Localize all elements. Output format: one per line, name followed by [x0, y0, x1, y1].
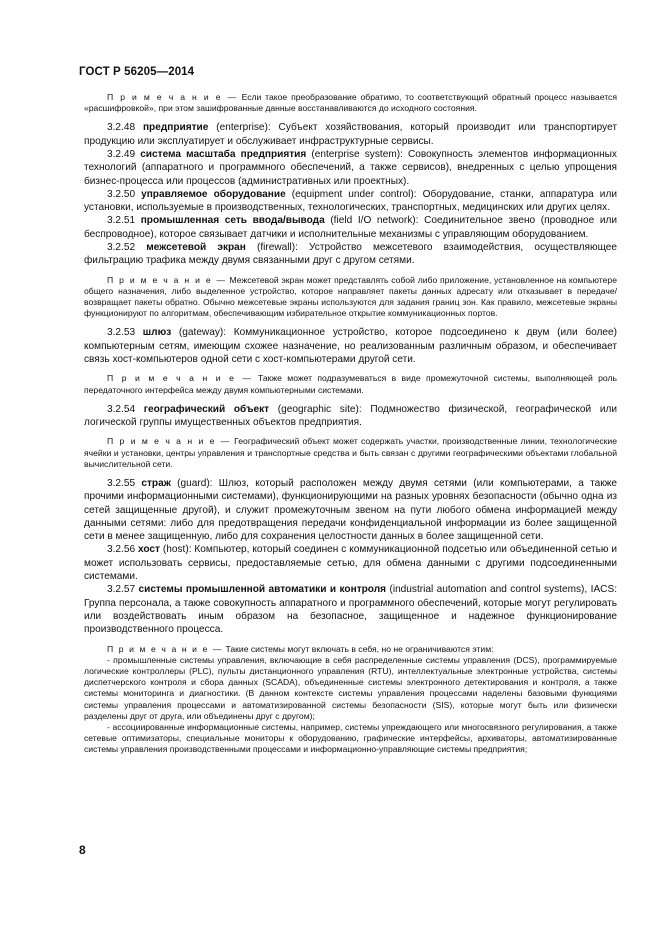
standard-header: ГОСТ Р 56205—2014	[79, 66, 195, 78]
term-name: предприятие	[142, 122, 209, 134]
note-label: П р и м е ч а н и е —	[107, 436, 231, 447]
term-number: 3.2.48	[107, 122, 143, 134]
term-definition-text: (geographic site): Подмножество физической, географической или логической группы имущественных объектов предприятия.	[84, 403, 617, 429]
note-text: Географический объект может содержать участки, производственные линии, технологические ячейки и установки, центры управления и транспортные средства и быть связан с другими географическими объектами глобальной вычислительной сети.	[84, 436, 617, 469]
note-text: - ассоциированные информационные системы, например, системы упреждающего или многосвязного регулирования, а также сетевые оптимизаторы, специальные мониторы к оборудованию, графические интерфейсы, архиваторы, автоматизированные системы управления производственными процессами и информационно-управляющие системы предприятия;	[84, 721, 617, 755]
term-definition-text: (enterprise): Субъект хозяйствования, который производит или транспортирует продукцию или эксплуатирует и обслуживает инфраструктурные сервисы.	[84, 122, 617, 147]
term-number: 3.2.57	[107, 584, 139, 596]
note-text: Такие системы могут включать в себя, но не ограничиваются этим:	[223, 643, 494, 654]
note-text: Также может подразумеваться в виде промежуточной системы, выполняющей роль передаточного интерфейса между двумя компьютерными системами.	[84, 373, 617, 395]
term-number: 3.2.51	[107, 215, 141, 227]
term-definition	[84, 543, 617, 583]
term-definition	[84, 326, 617, 366]
term-definition	[84, 477, 617, 543]
term-definition	[84, 188, 617, 215]
term-name: межсетевой экран	[146, 242, 246, 254]
term-definition	[84, 403, 617, 430]
term-definition	[84, 214, 617, 241]
term-name: система масштаба предприятия	[140, 149, 307, 160]
note-text: - промышленные системы управления, включающие в себя распределенные системы управления (DCS), программируемые логические контроллеры (PLC), пульты дистанционного управления (RTU), интеллектуальные электронные устройства, системы диспетчерского контроля и сбора данных (SCADA), объединенные системы электронного детектирования и контроля, а также системы мониторинга и диагностики. (В данном контексте системы управления процессами наделены базовыми функциями системы управления процессами и автоматизированной системы безопасности (SIS), которые могут быть или физически разделены друг от друга, или объединены друг с другом);	[84, 654, 617, 721]
term-name: системы промышленной автоматики и контроля	[138, 584, 387, 596]
term-number: 3.2.52	[107, 242, 147, 254]
note-paragraph	[84, 436, 617, 470]
note-text: Межсетевой экран может представлять собой либо приложение, установленное на компьютере общего назначения, либо выделенное устройство, которое направляет пакеты данных адресату или отказывает в передаче/возвращает пакеты обратно. Обычно межсетевые экраны используются для задания границ зон. Как правило, межсетевые экраны функционируют по алгоритмам, обеспечивающим избирательное открытие коммуникационных портов.	[84, 274, 617, 319]
term-definition-text: (industrial automation and control systems), IACS: Группа персонала, а также совокупность аппаратного и программного обеспечений, которые могут регулировать или воздействовать иным образом на безопасное, защищенное и надежное функционирование производственного процесса.	[84, 584, 618, 636]
term-name: шлюз	[142, 327, 172, 339]
term-number: 3.2.56	[107, 544, 138, 556]
term-definition-text: (guard): Шлюз, который расположен между двумя сетями (или компьютерами, а также прочими информационными системами), функционирующими на разных уровнях безопасности (обычно одна из сетей защищенные другой), и служит промежуточным звеном на пути любого обмена информацией между данными сетями: либо для предотвращения передачи конфиденциальной информации из более защищенной сети в менее защищенную, либо для сохранения целостности данных в более защищенной сети.	[84, 477, 617, 543]
term-name: географический объект	[143, 403, 270, 415]
note-paragraph	[84, 373, 617, 395]
note-paragraph	[84, 644, 617, 655]
term-number: 3.2.53	[107, 327, 143, 339]
note-label: П р и м е ч а н и е —	[107, 373, 253, 384]
note-paragraph	[84, 275, 617, 320]
term-definition-text: (field I/O network): Соединительное звено (проводное или беспроводное), которое связывает датчики и исполнительные механизмы с управляющим оборудованием.	[84, 215, 617, 240]
term-definition	[84, 241, 617, 268]
term-definition-text: (gateway): Коммуникационное устройство, которое подсоединено к двум (или более) компьютерным сетям, имеющим схожее назначение, но реализованным различным образом, и обеспечивает связь хост-компьютеров одной сети с хост-компьютерами другой сети.	[84, 327, 617, 366]
term-number: 3.2.55	[107, 477, 142, 489]
term-name: страж	[141, 477, 171, 489]
term-definition	[84, 148, 617, 188]
term-definition-text: (firewall): Устройство межсетевого взаимодействия, осуществляющее фильтрацию трафика между двумя связанными друг с другом сетями.	[84, 242, 617, 267]
term-definition	[84, 121, 617, 148]
term-number: 3.2.50	[107, 188, 142, 200]
term-name: хост	[138, 544, 160, 556]
term-definition-text: (host): Компьютер, который соединен с коммуникационной подсетью или объединенной сетью и может использовать сервисы, предоставляемые сетью, для обмена данными с другими подсоединенными системами.	[84, 544, 617, 583]
term-number: 3.2.49	[107, 149, 141, 160]
note-label: П р и м е ч а н и е —	[107, 274, 227, 285]
note-label: П р и м е ч а н и е —	[107, 643, 224, 654]
term-definition	[84, 583, 617, 636]
page-number: 8	[79, 843, 86, 857]
document-body	[84, 92, 617, 756]
note-paragraph	[84, 722, 617, 756]
note-text: Если такое преобразование обратимо, то соответствующий обратный процесс называется «расшифровкой», при этом зашифрованные данные восстанавливаются до исходного состояния.	[84, 92, 617, 114]
note-paragraph	[84, 92, 617, 114]
note-paragraph	[84, 655, 617, 722]
term-name: промышленная сеть ввода/вывода	[140, 215, 325, 227]
term-number: 3.2.54	[107, 403, 144, 415]
term-definition-text: (equipment under control): Оборудование, станки, аппаратура или установки, используемые в производственных, технологических, транспортных, медицинских или других целях.	[84, 188, 617, 214]
note-label: П р и м е ч а н и е —	[107, 92, 238, 102]
term-definition-text: (enterprise system): Совокупность элементов информационных технологий (аппаратного и программного обеспечений, а также сервисов), внедренных с целью упрощения бизнес-процесса или процессов (административных или проектных).	[84, 149, 617, 187]
term-name: управляемое оборудование	[141, 188, 286, 200]
